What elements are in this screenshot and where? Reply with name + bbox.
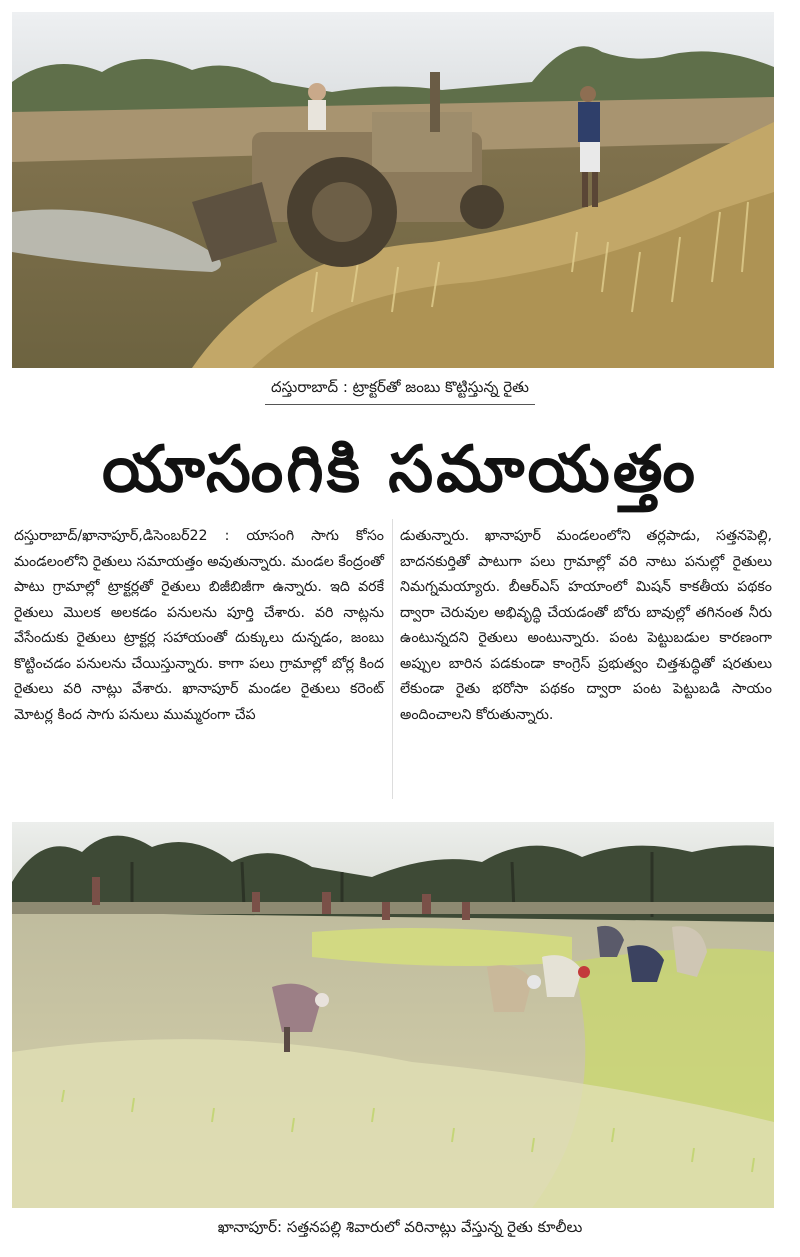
article-column-right [400,524,772,728]
photo-caption-top: దస్తురాబాద్ : ట్రాక్టర్‌తో జంబు కొట్టిస్తున్న రైతు [0,378,800,405]
column-divider [392,519,393,799]
article-text-left: దస్తురాబాద్/ఖానాపూర్,డిసెంబర్22 : యాసంగి సాగు కోసం మండలంలోని రైతులు సమాయత్తం అవుతున్నారు. మండల కేంద్రంతో పాటు గ్రామాల్లో ట్రాక్టర్లతో రైతులు బిజీబిజీగా ఉన్నారు. ఇది వరకే రైతులు మొలక అలకడం పనులను పూర్తి చేశారు. వరి నాట్లను వేసేందుకు రైతులు ట్రాక్టర్ల సహాయంతో దుక్కులు దున్నడం, జంబు కొట్టించడం పనులను చేయిస్తున్నారు. కాగా పలు గ్రామాల్లో బోర్ల కింద రైతులు వరి నాట్లు వేశారు. ఖానాపూర్ మండల రైతులు కరెంట్ మోటర్ల కింద సాగు పనులు ముమ్మరంగా చేప [14,528,384,723]
photo-caption-bottom: ఖానాపూర్: సత్తనపల్లి శివారులో వరినాట్లు వేస్తున్న రైతు కూలీలు [217,1218,583,1236]
photo-tractor-field [12,12,774,368]
headline: యాసంగికి సమాయత్తం [102,433,698,507]
photo-transplanting [12,822,774,1208]
article-column-left [14,524,384,728]
article-text-right: డుతున్నారు. ఖానాపూర్ మండలంలోని తర్లపాడు, సత్తనపెల్లి, బాదనకుర్తితో పాటుగా పలు గ్రామాల్లో వరి నాటు పనుల్లో రైతులు నిమగ్నమయ్యారు. బీఆర్ఎస్ హయాంలో మిషన్ కాకతీయ పథకం ద్వారా చెరువుల అభివృద్ధి చేయడంతో బోరు బావుల్లో తగినంత నీరు ఉంటున్నదని రైతులు అంటున్నారు. పంట పెట్టుబడుల కారణంగా అప్పుల బారిన పడకుండా కాంగ్రెస్ ప్రభుత్వం చిత్తశుద్ధితో షరతులు లేకుండా రైతు భరోసా పథకం ద్వారా పంట పెట్టుబడి సాయం అందించాలని కోరుతున్నారు. [400,528,772,723]
